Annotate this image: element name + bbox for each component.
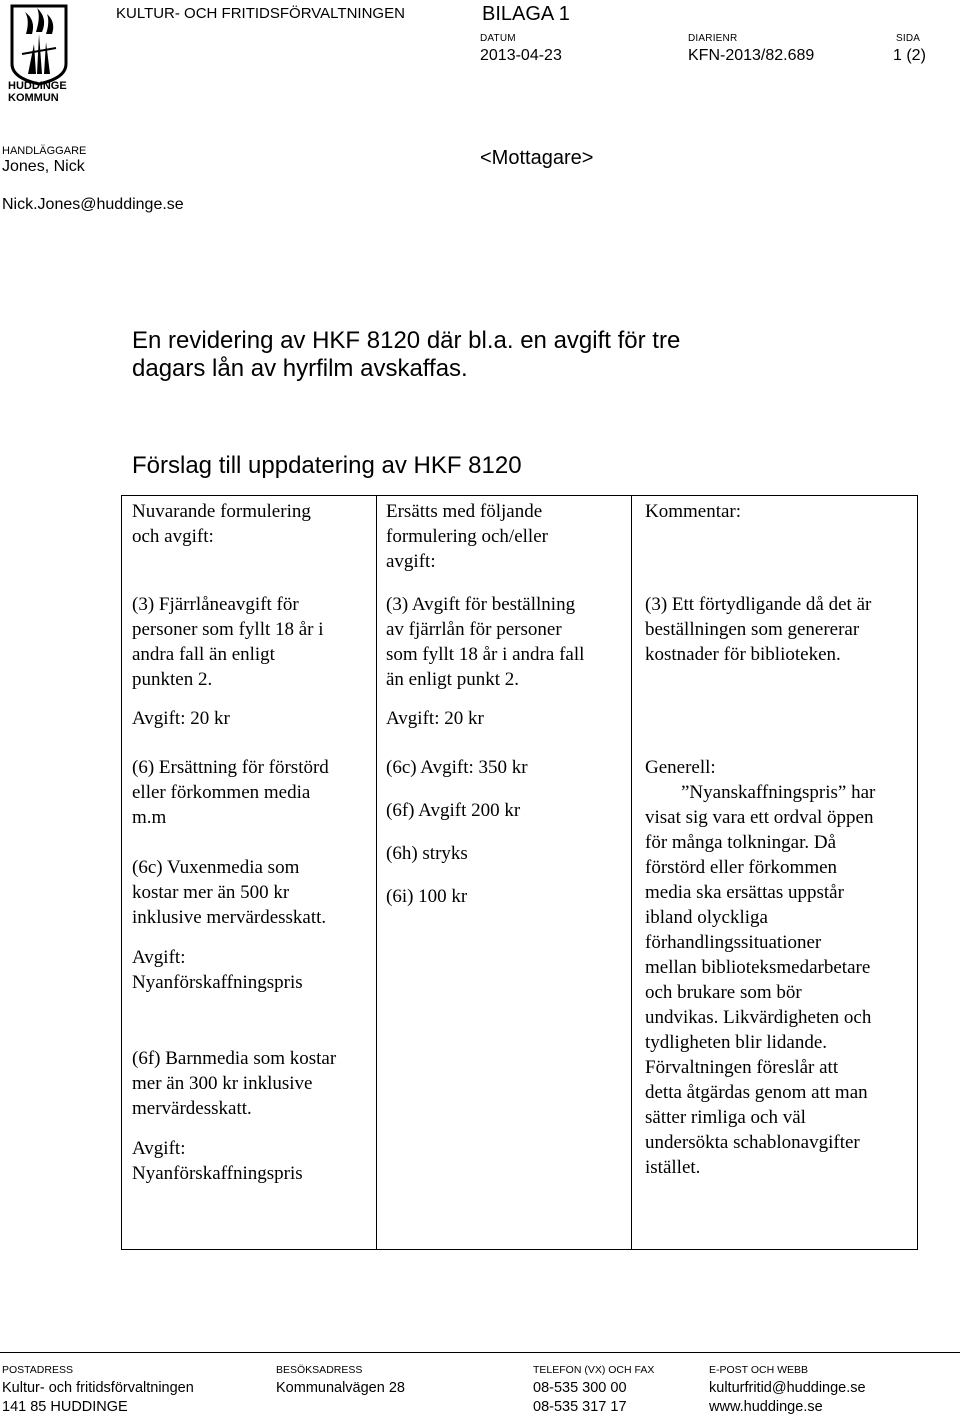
huddinge-kommun-logo: [8, 4, 70, 106]
fax-value: 08-535 317 17: [533, 1399, 627, 1415]
logo-text-kommun: KOMMUN: [8, 92, 59, 104]
text-line: (6f) Barnmedia som kostar: [132, 1048, 337, 1069]
diarienr-value: KFN-2013/82.689: [688, 47, 815, 64]
row1-current: [132, 592, 324, 731]
text-line: m.m: [132, 807, 167, 828]
fee-line: Avgift:: [132, 1138, 186, 1159]
subject-line-2: dagars lån av hyrfilm avskaffas.: [132, 355, 468, 382]
proposal-table: [121, 495, 918, 1250]
text-line: sätter rimliga och väl: [645, 1107, 806, 1128]
header-line: Kommentar:: [645, 501, 742, 522]
besoksadress-line-1: Kommunalvägen 28: [276, 1380, 405, 1396]
text-line: förstörd eller förkommen: [645, 857, 838, 878]
organization-name: KULTUR- OCH FRITIDSFÖRVALTNINGEN: [116, 5, 405, 22]
sender-email: Nick.Jones@huddinge.se: [2, 196, 184, 213]
telefon-label: TELEFON (VX) OCH FAX: [533, 1364, 655, 1376]
header-line: Ersätts med följande: [386, 501, 543, 522]
text-line: och brukare som bör: [645, 982, 802, 1003]
text-line: undersökta schablonavgifter: [645, 1132, 860, 1153]
header-line: formulering och/eller: [386, 526, 548, 547]
header-replacement-wording: [386, 499, 548, 574]
column-divider: [376, 496, 377, 1249]
text-line: mellan biblioteksmedarbetare: [645, 957, 871, 978]
header-line: avgift:: [386, 551, 436, 572]
besoksadress-label: BESÖKSADRESS: [276, 1364, 363, 1376]
recipient: <Mottagare>: [480, 147, 594, 169]
sida-value: 1 (2): [893, 47, 926, 64]
logo-text-huddinge: HUDDINGE: [8, 80, 67, 92]
text-line: förhandlingssituationer: [645, 932, 822, 953]
header-line: Nuvarande formulering: [132, 501, 311, 522]
postadress-label: POSTADRESS: [2, 1364, 73, 1376]
header-line: och avgift:: [132, 526, 214, 547]
text-line: detta åtgärdas genom att man: [645, 1082, 868, 1103]
footer-divider: [0, 1352, 960, 1353]
text-line: undvikas. Likvärdigheten och: [645, 1007, 872, 1028]
text-line: (3) Ett förtydligande då det är: [645, 594, 872, 615]
website-link[interactable]: www.huddinge.se: [709, 1399, 823, 1415]
datum-value: 2013-04-23: [480, 47, 562, 64]
text-line: kostar mer än 500 kr: [132, 882, 290, 903]
text-line: ibland olyckliga: [645, 907, 768, 928]
text-line: istället.: [645, 1157, 701, 1178]
text-line: av fjärrlån för personer: [386, 619, 562, 640]
sida-label: SIDA: [896, 33, 921, 44]
text-line: Förvaltningen föreslår att: [645, 1057, 839, 1078]
text-line: mervärdesskatt.: [132, 1098, 252, 1119]
fee-line: Nyanförskaffningspris: [132, 972, 303, 993]
text-line: tydligheten blir lidande.: [645, 1032, 828, 1053]
text-line: inklusive mervärdesskatt.: [132, 907, 327, 928]
text-line: (6c) Vuxenmedia som: [132, 857, 300, 878]
text-line: mer än 300 kr inklusive: [132, 1073, 313, 1094]
column-divider: [631, 496, 632, 1249]
text-line: Generell:: [645, 757, 716, 778]
fee-line: Avgift: 20 kr: [386, 708, 484, 729]
text-line: visat sig vara ett ordval öppen: [645, 807, 874, 828]
text-line: (6f) Avgift 200 kr: [386, 800, 521, 821]
text-line: ”Nyanskaffningspris” har: [681, 782, 876, 803]
row1-replacement: [386, 592, 584, 731]
telefon-value: 08-535 300 00: [533, 1380, 627, 1396]
header-current-wording: [132, 499, 311, 549]
handlaggare-label: HANDLÄGGARE: [2, 145, 87, 157]
text-line: (6) Ersättning för förstörd: [132, 757, 329, 778]
fee-line: Avgift:: [132, 947, 186, 968]
document-label: BILAGA 1: [482, 3, 570, 25]
row2-current: [132, 755, 336, 1186]
row2-replacement: [386, 755, 528, 909]
handlaggare-name: Jones, Nick: [2, 158, 85, 175]
email-link[interactable]: kulturfritid@huddinge.se: [709, 1380, 866, 1396]
text-line: punkten 2.: [132, 669, 213, 690]
text-line: för många tolkningar. Då: [645, 832, 837, 853]
header-comment: [645, 499, 741, 524]
datum-label: DATUM: [480, 33, 516, 44]
text-line: eller förkommen media: [132, 782, 311, 803]
subject-heading: [132, 327, 832, 383]
row1-comment: [645, 592, 871, 667]
text-line: (6h) stryks: [386, 843, 468, 864]
text-line: (3) Avgift för beställning: [386, 594, 576, 615]
section-title: Förslag till uppdatering av HKF 8120: [132, 452, 522, 479]
row2-comment: [645, 755, 875, 1180]
fee-line: Avgift: 20 kr: [132, 708, 230, 729]
postadress-line-1: Kultur- och fritidsförvaltningen: [2, 1380, 194, 1396]
text-line: beställningen som genererar: [645, 619, 860, 640]
text-line: andra fall än enligt: [132, 644, 275, 665]
text-line: kostnader för biblioteken.: [645, 644, 841, 665]
text-line: personer som fyllt 18 år i: [132, 619, 324, 640]
text-line: som fyllt 18 år i andra fall: [386, 644, 585, 665]
postadress-line-2: 141 85 HUDDINGE: [2, 1399, 128, 1415]
diarienr-label: DIARIENR: [688, 33, 738, 44]
fee-line: Nyanförskaffningspris: [132, 1163, 303, 1184]
text-line: (6c) Avgift: 350 kr: [386, 757, 528, 778]
text-line: (6i) 100 kr: [386, 886, 468, 907]
subject-line-1: En revidering av HKF 8120 där bl.a. en avgift för tre: [132, 327, 681, 354]
text-line: media ska ersättas uppstår: [645, 882, 844, 903]
epost-label: E-POST OCH WEBB: [709, 1364, 808, 1376]
text-line: än enligt punkt 2.: [386, 669, 519, 690]
text-line: (3) Fjärrlåneavgift för: [132, 594, 299, 615]
